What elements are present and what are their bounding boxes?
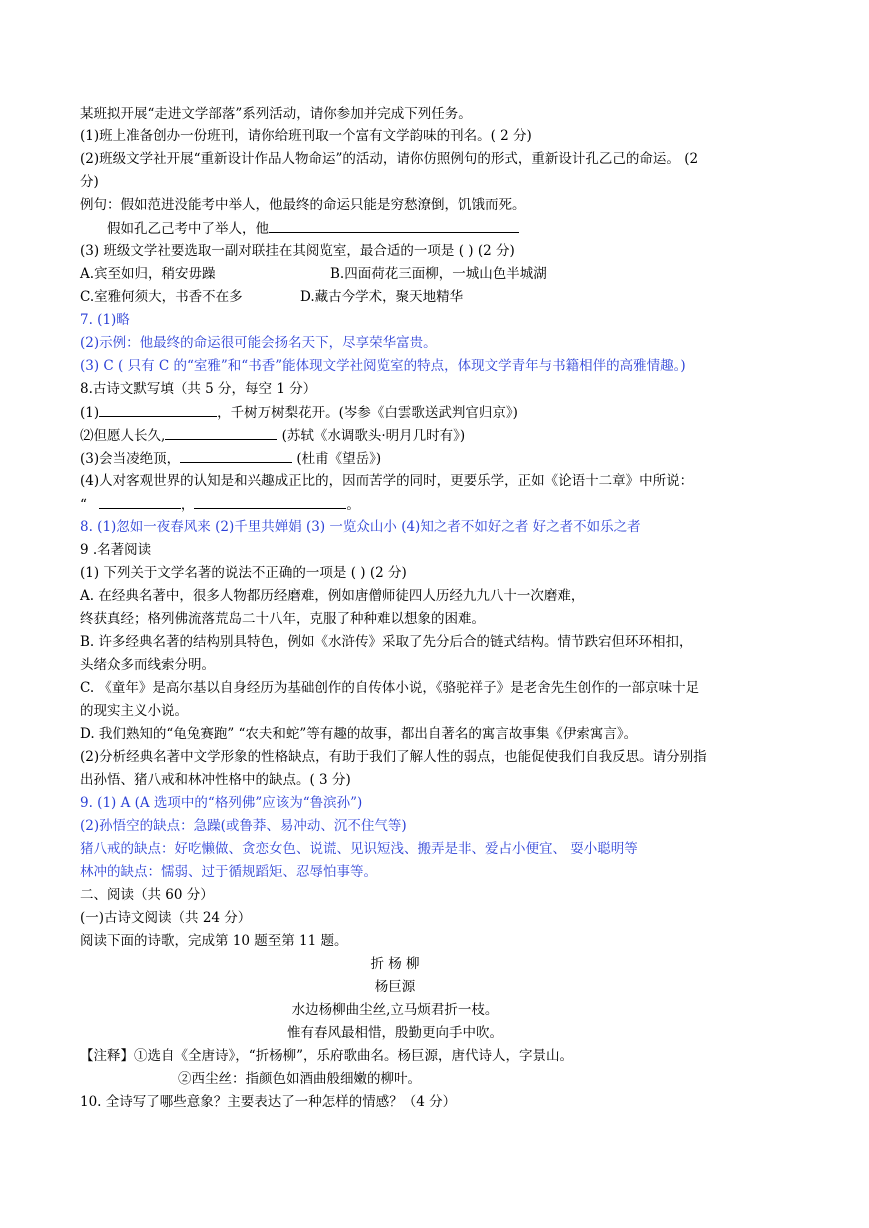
question-8-1 — [80, 402, 518, 423]
question-9-2: (2)分析经典名著中文学形象的性格缺点，有助于我们了解人性的弱点，也能促使我们自我反思。请分别指 — [80, 749, 707, 765]
question-8: 8.古诗文默写填（共 5 分，每空 1 分） — [80, 381, 317, 397]
answer-8: 8. (1)忽如一夜春风来 (2)千里共婵娟 (3) 一览众山小 (4)知之者不如好之者 好之者不如乐之者 — [80, 519, 641, 535]
question-1: (1)班上准备创办一份班刊，请你给班刊取一个富有文学韵味的刊名。( 2 分) — [80, 128, 532, 144]
q9-option-c-2: 的现实主义小说。 — [80, 703, 188, 719]
q8-2-suffix: (苏轼《水调歌头·明月几时有》) — [277, 428, 466, 444]
fill-sentence-text: 假如孔乙己考中了举人，他 — [107, 221, 269, 237]
q9-option-a-2: 终获真经；格列佛流落荒岛二十八年，克服了种种难以想象的困难。 — [80, 611, 485, 627]
comma: ， — [180, 497, 195, 513]
q8-1-prefix: (1) — [80, 405, 100, 421]
option-c: C.室雅何须大，书香不在多 — [80, 289, 243, 305]
answer-9-2: (2)孙悟空的缺点：急躁(或鲁莽、易冲动、沉不住气等) — [80, 818, 407, 834]
q9-option-b-1: B. 许多经典名著的结构别具特色，例如《水浒传》采取了先分后合的链式结构。情节跌宕但环环相扣， — [80, 634, 693, 650]
answer-7-2: (2)示例：他最终的命运很可能会扬名天下，尽享荣华富贵。 — [80, 335, 437, 351]
question-8-4-blanks — [80, 494, 360, 515]
option-a: A.宾至如归，稍安毋躁 — [80, 266, 216, 282]
fill-sentence — [107, 218, 519, 239]
q9-option-d: D. 我们熟知的“龟兔赛跑” “农夫和蛇”等有趣的故事，都出自著名的寓言故事集《伊索寓言》。 — [80, 726, 638, 742]
note-2: ②西尘丝：指颜色如酒曲般细嫩的柳叶。 — [178, 1071, 421, 1087]
question-9-2-cont: 出孙悟、猪八戒和林冲性格中的缺点。( 3 分) — [80, 772, 351, 788]
poem-title: 折 杨 柳 — [370, 956, 420, 972]
q8-1-suffix: ，千树万树梨花开。(岑参《白雲歌送武判官归京》) — [217, 405, 518, 421]
question-2: (2)班级文学社开展“重新设计作品人物命运”的活动，请你仿照例句的形式，重新设计孔乙己的命运。 (2 — [80, 151, 699, 167]
question-9: 9 .名著阅读 — [80, 542, 152, 558]
intro-text: 某班拟开展“走进文学部落”系列活动，请你参加并完成下列任务。 — [80, 106, 472, 122]
answer-7-3: (3) C ( 只有 C 的“室雅”和“书香”能体现文学社阅览室的特点，体现文学青年与书籍相伴的高雅情趣。) — [80, 358, 686, 374]
poem-author: 杨巨源 — [374, 979, 416, 995]
note-1: 【注释】①选自《全唐诗》，“折杨柳”，乐府歌曲名。杨巨源，唐代诗人，字景山。 — [80, 1048, 574, 1064]
answer-9-3: 猪八戒的缺点：好吃懒做、贪恋女色、说谎、见识短浅、搬弄是非、爱占小便宜、 耍小聪明等 — [80, 841, 638, 857]
poem-line-2: 惟有春风最相惜，殷勤更向手中吹。 — [287, 1025, 503, 1041]
q9-option-a-1: A. 在经典名著中，很多人物都历经磨难，例如唐僧师徒四人历经九九八十一次磨难， — [80, 588, 585, 604]
section-2-intro: 阅读下面的诗歌，完成第 10 题至第 11 题。 — [80, 933, 348, 949]
question-2-cont: 分) — [80, 174, 99, 190]
question-9-1: (1) 下列关于文学名著的说法不正确的一项是 ( ) (2 分) — [80, 565, 407, 581]
answer-blank[interactable] — [165, 425, 277, 440]
question-8-2 — [80, 425, 465, 446]
question-10: 10. 全诗写了哪些意象？主要表达了一种怎样的情感？（4 分） — [80, 1094, 457, 1110]
q8-3-suffix: (杜甫《望岳》) — [292, 451, 382, 467]
option-d: D.藏古今学术，聚天地精华 — [300, 289, 464, 305]
answer-blank[interactable] — [180, 448, 292, 463]
q8-2-prefix: ⑵但愿人长久, — [80, 428, 166, 444]
answer-blank[interactable] — [99, 494, 181, 509]
q9-option-b-2: 头绪众多而线索分明。 — [80, 657, 215, 673]
answer-9-1: 9. (1) A (A 选项中的“格列佛”应该为“鲁滨孙”) — [80, 795, 363, 811]
period: 。 — [346, 497, 360, 513]
section-2-heading: 二、阅读（共 60 分） — [80, 887, 214, 903]
answer-blank[interactable] — [269, 218, 519, 233]
q8-3-prefix: (3)会当凌绝顶， — [80, 451, 181, 467]
q9-option-c-1: C. 《童年》是高尔基以自身经历为基础创作的自传体小说，《骆驼祥子》是老舍先生创作的一部京味十足 — [80, 680, 700, 696]
section-2-1-heading: (一)古诗文阅读（共 24 分） — [80, 910, 252, 926]
question-8-3 — [80, 448, 381, 469]
answer-blank[interactable] — [194, 494, 346, 509]
poem-line-1: 水边杨柳曲尘丝,立马烦君折一枝。 — [291, 1002, 499, 1018]
example-sentence: 例句：假如范进没能考中举人，他最终的命运只能是穷愁潦倒，饥饿而死。 — [80, 197, 526, 213]
answer-7-1: 7. (1)略 — [80, 312, 130, 328]
answer-blank[interactable] — [99, 402, 217, 417]
option-b: B.四面荷花三面柳，一城山色半城湖 — [330, 266, 547, 282]
question-8-4: (4)人对客观世界的认知是和兴趣成正比的，因而苦学的同时，更要乐学，正如《论语十二章》中所说： — [80, 473, 694, 489]
open-quote: “ — [80, 497, 87, 513]
question-3: (3) 班级文学社要选取一副对联挂在其阅览室，最合适的一项是 ( ) (2 分) — [80, 243, 515, 259]
answer-9-4: 林冲的缺点：懦弱、过于循规蹈矩、忍辱怕事等。 — [80, 864, 377, 880]
